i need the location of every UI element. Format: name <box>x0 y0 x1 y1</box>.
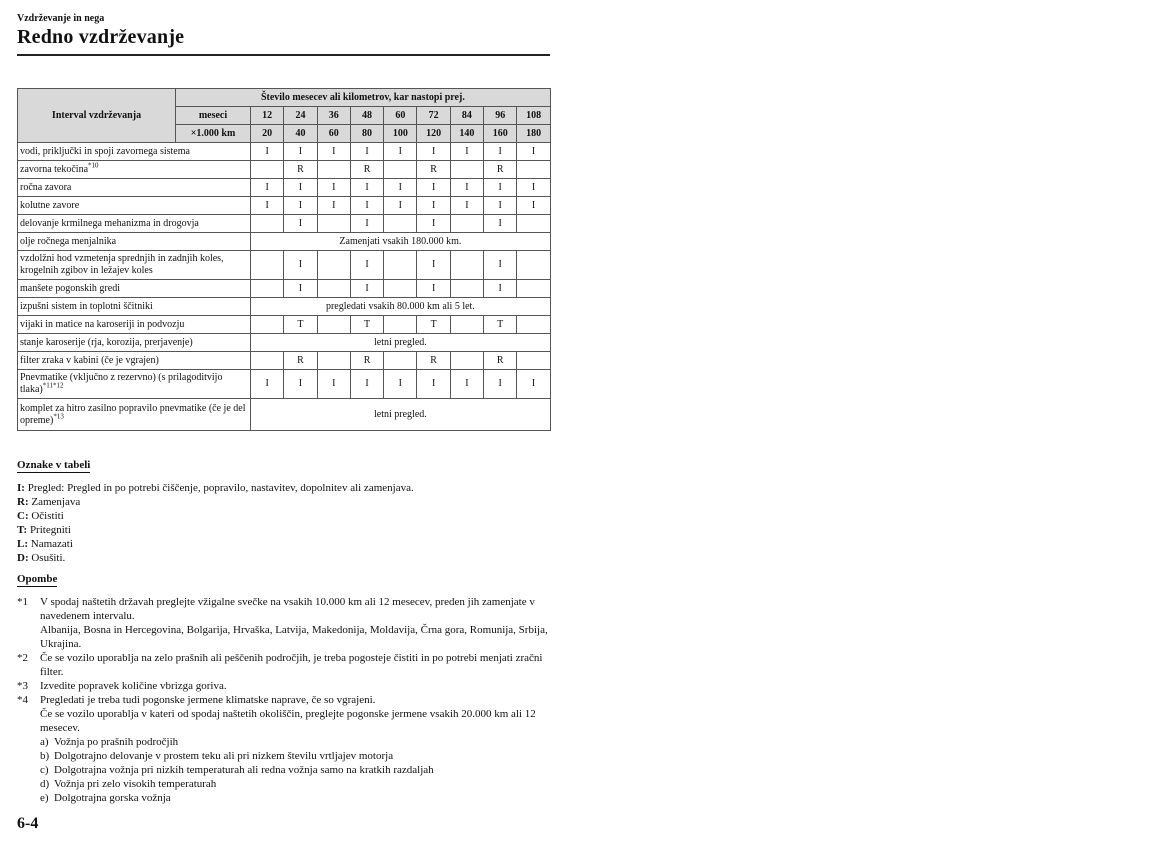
row-cell: I <box>350 215 383 233</box>
km-value: 40 <box>284 125 317 143</box>
months-value: 84 <box>450 107 483 125</box>
note-subitem <box>40 735 550 749</box>
km-value: 180 <box>517 125 550 143</box>
row-cell <box>384 251 417 280</box>
row-cell: I <box>317 197 350 215</box>
legend-text: Osušiti. <box>28 552 66 564</box>
note-subitem <box>40 749 550 763</box>
row-cell: I <box>484 197 517 215</box>
row-cell: R <box>417 352 450 370</box>
km-value: 80 <box>350 125 383 143</box>
row-cell: I <box>484 143 517 161</box>
row-cell: I <box>384 143 417 161</box>
row-cell <box>317 352 350 370</box>
row-cell: I <box>417 179 450 197</box>
note-text: V spodaj naštetih državah preglejte vžigalne svečke na vsakih 10.000 km ali 12 mesecev, preden jih zamenjate v navedenem intervalu. <box>40 596 535 622</box>
row-cell <box>517 352 550 370</box>
row-cell: I <box>284 280 317 298</box>
row-cell <box>317 161 350 179</box>
group-header: Število mesecev ali kilometrov, kar nastopi prej. <box>176 89 551 107</box>
subitem-letter: c) <box>40 764 49 776</box>
row-cell: I <box>450 179 483 197</box>
table-row <box>18 179 551 197</box>
subitem-text: Dolgotrajna vožnja pri nizkih temperaturah ali redna vožnja samo na kratkih razdaljah <box>54 764 434 776</box>
item-text: izpušni sistem in toplotni ščitniki <box>20 300 153 312</box>
legend-item <box>17 481 414 495</box>
months-value: 60 <box>384 107 417 125</box>
row-cell: I <box>450 370 483 399</box>
row-cell: I <box>251 370 284 399</box>
note-item <box>17 651 550 679</box>
months-value: 96 <box>484 107 517 125</box>
footnote-ref: *10 <box>88 161 99 170</box>
row-item-label <box>18 280 251 298</box>
km-label: ×1.000 km <box>176 125 251 143</box>
legend-key: I: <box>17 482 25 494</box>
subitem-letter: a) <box>40 736 49 748</box>
row-cell <box>317 251 350 280</box>
note-number: *3 <box>17 680 28 692</box>
footnote-ref: *11*12 <box>42 381 64 390</box>
row-cell: I <box>350 251 383 280</box>
subitem-letter: d) <box>40 778 50 790</box>
row-cell <box>450 215 483 233</box>
item-text: manšete pogonskih gredi <box>20 282 120 294</box>
item-text: olje ročnega menjalnika <box>20 235 117 247</box>
row-cell <box>251 316 284 334</box>
row-cell: I <box>317 179 350 197</box>
row-cell: I <box>417 251 450 280</box>
row-cell <box>517 161 550 179</box>
item-text: vodi, priključki in spoji zavornega sistema <box>20 145 190 157</box>
row-cell: R <box>350 352 383 370</box>
km-value: 120 <box>417 125 450 143</box>
note-number: *1 <box>17 596 28 608</box>
note-extra: Albanija, Bosna in Hercegovina, Bolgarija, Hrvaška, Latvija, Makedonija, Moldavija, Črna gora, Romunija, Srbija, Ukrajina. <box>40 624 548 650</box>
table-row <box>18 215 551 233</box>
row-span-value: letni pregled. <box>251 334 551 352</box>
row-cell: I <box>417 143 450 161</box>
row-item-label <box>18 161 251 179</box>
row-cell: I <box>384 197 417 215</box>
row-cell <box>317 280 350 298</box>
legend-key: C: <box>17 510 29 522</box>
legend-text: Očistiti <box>28 510 64 522</box>
row-cell: I <box>350 197 383 215</box>
row-span-value: pregledati vsakih 80.000 km ali 5 let. <box>251 298 551 316</box>
note-text: Če se vozilo uporablja na zelo prašnih ali peščenih področjih, je treba pogosteje čistiti in po potrebi menjati zračni filter. <box>40 652 543 678</box>
row-cell: I <box>284 143 317 161</box>
row-item-label <box>18 179 251 197</box>
row-cell <box>384 352 417 370</box>
row-item-label <box>18 316 251 334</box>
row-cell: I <box>484 251 517 280</box>
row-cell <box>251 161 284 179</box>
legend-item <box>17 495 414 509</box>
row-cell: I <box>450 197 483 215</box>
legend-text: Pregled: Pregled in po potrebi čiščenje, popravilo, nastavitev, dopolnitev ali zamenjava. <box>24 482 414 494</box>
row-cell: I <box>517 197 550 215</box>
row-cell: R <box>417 161 450 179</box>
row-cell: I <box>417 280 450 298</box>
subitem-text: Dolgotrajna gorska vožnja <box>54 792 171 804</box>
item-text: filter zraka v kabini (če je vgrajen) <box>20 354 159 366</box>
section-label: Vzdrževanje in nega <box>17 13 105 24</box>
row-cell: T <box>284 316 317 334</box>
note-number: *2 <box>17 652 28 664</box>
row-cell <box>251 352 284 370</box>
row-cell: I <box>484 215 517 233</box>
note-item <box>17 693 550 805</box>
legend-key: T: <box>17 524 28 536</box>
row-cell <box>251 280 284 298</box>
row-cell: I <box>284 370 317 399</box>
item-text: komplet za hitro zasilno popravilo pnevmatike (če je del opreme) <box>20 402 246 426</box>
months-value: 24 <box>284 107 317 125</box>
footnote-ref: *13 <box>53 412 64 421</box>
row-item-label <box>18 251 251 280</box>
row-cell <box>251 251 284 280</box>
row-item-label <box>18 215 251 233</box>
interval-header: Interval vzdrževanja <box>18 89 176 143</box>
row-cell: I <box>251 143 284 161</box>
legend-text: Zamenjava <box>28 496 81 508</box>
row-cell: I <box>517 179 550 197</box>
km-value: 60 <box>317 125 350 143</box>
row-cell: T <box>350 316 383 334</box>
legend-key: R: <box>17 496 29 508</box>
row-cell <box>450 316 483 334</box>
row-cell <box>517 316 550 334</box>
row-cell: I <box>350 143 383 161</box>
legend-title: Oznake v tabeli <box>17 459 91 471</box>
maintenance-table <box>17 88 551 431</box>
row-cell: I <box>284 251 317 280</box>
table-row <box>18 334 551 352</box>
table-row <box>18 143 551 161</box>
row-cell: I <box>417 197 450 215</box>
item-text: zavorna tekočina <box>20 163 89 175</box>
row-cell: I <box>484 370 517 399</box>
row-cell <box>384 280 417 298</box>
row-item-label <box>18 298 251 316</box>
table-body <box>18 143 551 431</box>
note-item <box>17 679 550 693</box>
note-subitem <box>40 777 550 791</box>
months-value: 12 <box>251 107 284 125</box>
row-cell: R <box>284 161 317 179</box>
page-title: Redno vzdrževanje <box>17 26 185 48</box>
months-value: 36 <box>317 107 350 125</box>
subitem-letter: b) <box>40 750 50 762</box>
item-text: kolutne zavore <box>20 199 80 211</box>
row-cell: I <box>284 215 317 233</box>
table-row <box>18 280 551 298</box>
note-text: Pregledati je treba tudi pogonske jermene klimatske naprave, če so vgrajeni. <box>40 694 376 706</box>
table-row <box>18 316 551 334</box>
row-cell <box>450 352 483 370</box>
page-number: 6-4 <box>17 815 39 832</box>
item-text: delovanje krmilnega mehanizma in drogovja <box>20 217 199 229</box>
row-cell: R <box>484 352 517 370</box>
row-cell: I <box>484 179 517 197</box>
row-cell <box>384 161 417 179</box>
item-text: vzdolžni hod vzmetenja sprednjih in zadnjih koles, krogelnih zgibov in ležajev koles <box>20 253 224 276</box>
item-text: Pnevmatike (vključno z rezervno) (s prilagoditvijo tlaka) <box>20 372 223 395</box>
row-cell: I <box>251 197 284 215</box>
table-row <box>18 233 551 251</box>
row-item-label <box>18 143 251 161</box>
months-value: 72 <box>417 107 450 125</box>
row-cell: R <box>484 161 517 179</box>
subitem-text: Vožnja pri zelo visokih temperaturah <box>54 778 217 790</box>
row-cell <box>317 215 350 233</box>
table-row <box>18 370 551 399</box>
legend-item <box>17 509 414 523</box>
row-cell <box>517 251 550 280</box>
row-cell: I <box>284 197 317 215</box>
table-row <box>18 161 551 179</box>
row-cell: I <box>284 179 317 197</box>
legend-key: L: <box>17 538 28 550</box>
legend-item <box>17 523 414 537</box>
row-cell: I <box>517 143 550 161</box>
legend-item <box>17 537 414 551</box>
km-value: 140 <box>450 125 483 143</box>
row-cell <box>317 316 350 334</box>
row-item-label <box>18 197 251 215</box>
months-value: 108 <box>517 107 550 125</box>
row-item-label <box>18 370 251 399</box>
row-cell: I <box>384 179 417 197</box>
row-cell: I <box>350 179 383 197</box>
row-cell <box>450 161 483 179</box>
item-text: vijaki in matice na karoseriji in podvozju <box>20 318 185 330</box>
note-item <box>17 595 550 651</box>
row-cell: I <box>317 143 350 161</box>
km-value: 160 <box>484 125 517 143</box>
subitem-letter: e) <box>40 792 49 804</box>
notes-title: Opombe <box>17 573 58 585</box>
table-row <box>18 251 551 280</box>
note-subitem <box>40 791 550 805</box>
row-item-label <box>18 399 251 431</box>
table-header-row-group <box>18 89 551 107</box>
item-text: ročna zavora <box>20 181 72 193</box>
legend-text: Pritegniti <box>27 524 71 536</box>
row-cell <box>251 215 284 233</box>
km-value: 100 <box>384 125 417 143</box>
note-extra: Če se vozilo uporablja v kateri od spodaj naštetih okoliščin, preglejte pogonske jermene vsakih 20.000 km ali 12 mesecev. <box>40 708 536 734</box>
row-span-value: Zamenjati vsakih 180.000 km. <box>251 233 551 251</box>
row-item-label <box>18 352 251 370</box>
legend-item <box>17 551 414 565</box>
legend-key: D: <box>17 552 29 564</box>
row-cell: I <box>350 280 383 298</box>
row-cell: T <box>417 316 450 334</box>
legend-text: Namazati <box>28 538 73 550</box>
row-cell: I <box>350 370 383 399</box>
row-cell: I <box>317 370 350 399</box>
row-cell: I <box>484 280 517 298</box>
row-cell: I <box>450 143 483 161</box>
legend-list <box>17 481 414 565</box>
item-text: stanje karoserije (rja, korozija, prerjavenje) <box>20 336 193 348</box>
table-row <box>18 298 551 316</box>
notes-list <box>17 595 550 805</box>
row-cell: I <box>517 370 550 399</box>
note-text: Izvedite popravek količine vbrizga goriva. <box>40 680 227 692</box>
row-cell: I <box>417 215 450 233</box>
months-label: meseci <box>176 107 251 125</box>
row-cell <box>384 215 417 233</box>
subitem-text: Dolgotrajno delovanje v prostem teku ali pri nizkem številu vrtljajev motorja <box>54 750 394 762</box>
row-cell <box>517 280 550 298</box>
row-cell: I <box>384 370 417 399</box>
row-cell <box>384 316 417 334</box>
subitem-text: Vožnja po prašnih področjih <box>54 736 179 748</box>
km-value: 20 <box>251 125 284 143</box>
row-item-label <box>18 334 251 352</box>
row-cell: T <box>484 316 517 334</box>
row-span-value: letni pregled. <box>251 399 551 431</box>
row-cell: R <box>350 161 383 179</box>
row-cell: I <box>251 179 284 197</box>
row-cell <box>450 251 483 280</box>
note-number: *4 <box>17 694 28 706</box>
months-value: 48 <box>350 107 383 125</box>
row-cell <box>517 215 550 233</box>
table-row <box>18 197 551 215</box>
row-cell <box>450 280 483 298</box>
title-divider <box>17 54 550 56</box>
row-item-label <box>18 233 251 251</box>
table-row <box>18 399 551 431</box>
table-row <box>18 352 551 370</box>
row-cell: R <box>284 352 317 370</box>
row-cell: I <box>417 370 450 399</box>
note-subitem <box>40 763 550 777</box>
